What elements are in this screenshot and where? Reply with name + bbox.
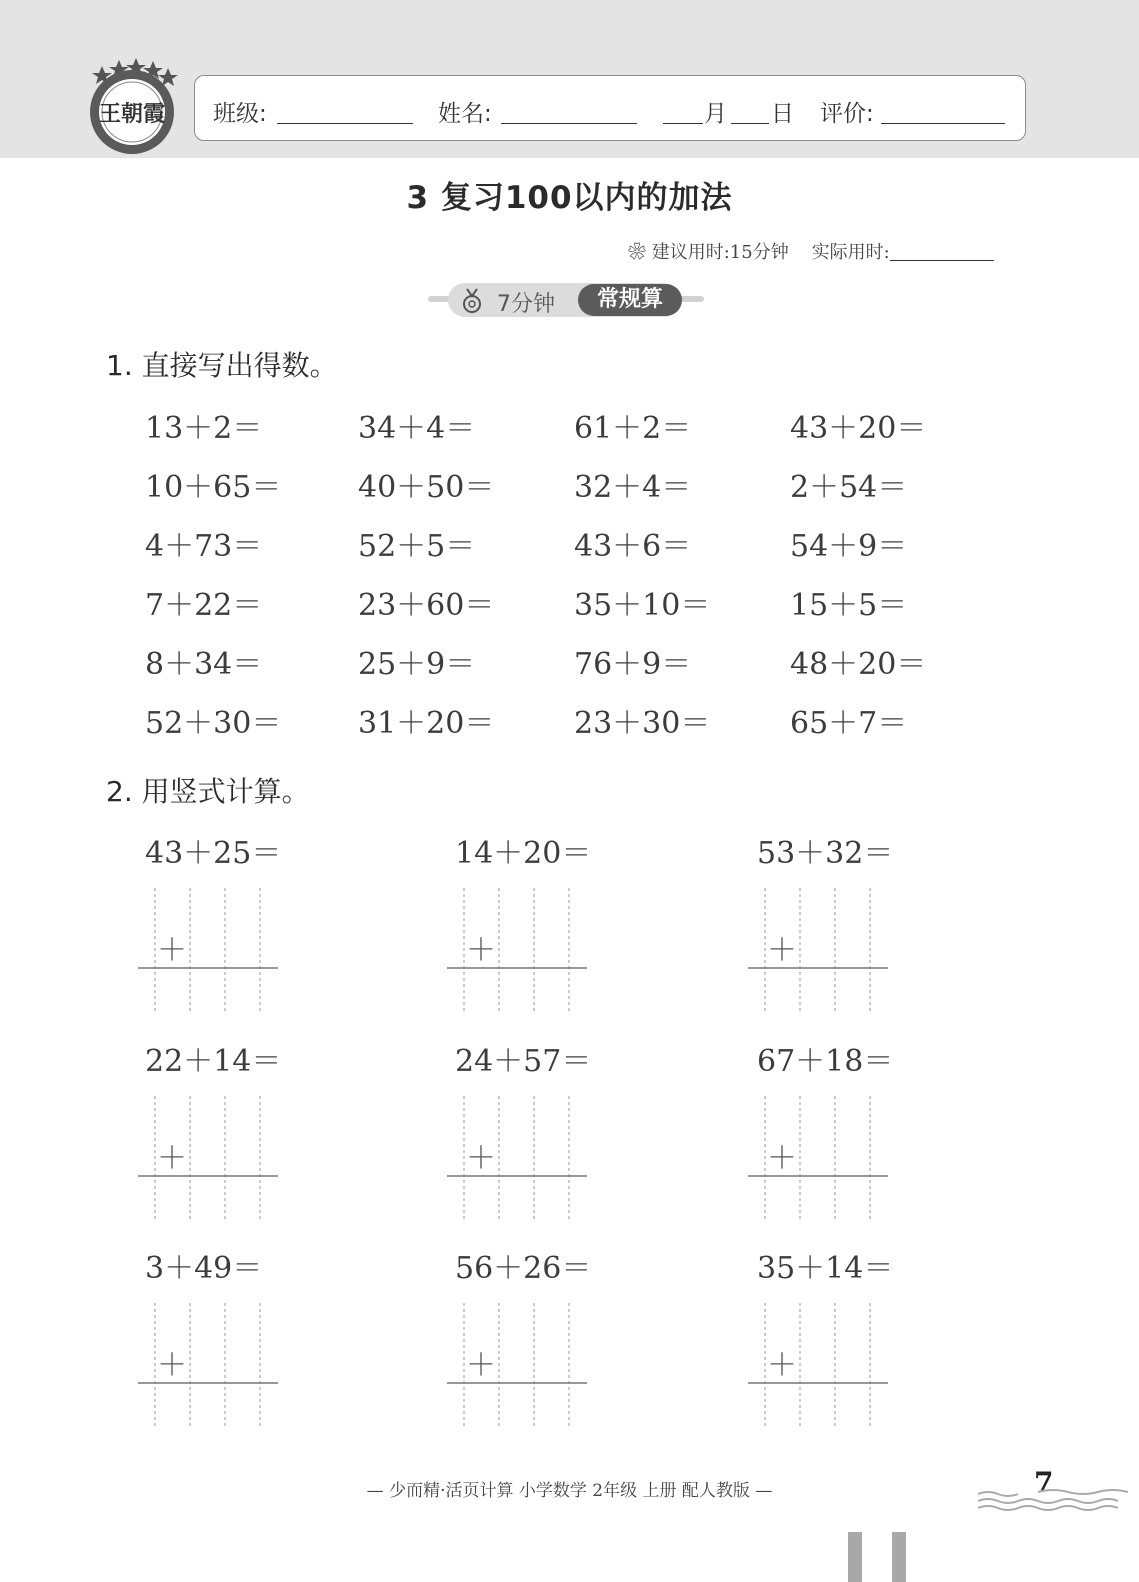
exercise-expression: 54＋9＝: [790, 529, 908, 564]
month-label: 月: [704, 101, 727, 127]
section2-heading: 2. 用竖式计算。: [106, 775, 310, 808]
vertical-calc-grid[interactable]: [447, 1096, 589, 1222]
exercise-expression: 34＋4＝: [358, 411, 476, 446]
exercise-expression: 48＋20＝: [790, 647, 927, 682]
exercise-expression: 52＋30＝: [145, 706, 282, 741]
eval-field[interactable]: [881, 123, 1005, 124]
vertical-calc-grid[interactable]: [447, 888, 589, 1014]
eval-label: 评价:: [820, 101, 874, 127]
badge-time: 7分钟: [497, 292, 555, 317]
binding-mark: [848, 1532, 862, 1582]
logo-seal-icon: [84, 56, 180, 156]
class-label: 班级:: [213, 101, 267, 127]
vertical-exercise-expression: 14＋20＝: [455, 836, 592, 871]
plus-sign: ＋: [466, 1348, 496, 1383]
exercise-expression: 65＋7＝: [790, 706, 908, 741]
exercise-expression: 40＋50＝: [358, 470, 495, 505]
flower-icon: ❀: [628, 242, 646, 263]
vertical-exercise-expression: 43＋25＝: [145, 836, 282, 871]
vertical-exercise-expression: 22＋14＝: [145, 1044, 282, 1079]
vertical-exercise-expression: 53＋32＝: [757, 836, 894, 871]
exercise-expression: 13＋2＝: [145, 411, 263, 446]
vertical-calc-grid[interactable]: [748, 1096, 890, 1222]
exercise-expression: 61＋2＝: [574, 411, 692, 446]
vertical-calc-grid[interactable]: [138, 888, 280, 1014]
actual-time-field[interactable]: [890, 244, 994, 261]
name-field[interactable]: [501, 123, 637, 124]
vertical-exercise-expression: 24＋57＝: [455, 1044, 592, 1079]
vertical-exercise-expression: 35＋14＝: [757, 1251, 894, 1286]
plus-sign: ＋: [466, 1141, 496, 1176]
exercise-expression: 76＋9＝: [574, 647, 692, 682]
plus-sign: ＋: [157, 933, 187, 968]
exercise-expression: 8＋34＝: [145, 647, 263, 682]
suggested-time: 建议用时:15分钟: [651, 242, 789, 263]
vertical-exercise-expression: 3＋49＝: [145, 1251, 263, 1286]
exercise-expression: 2＋54＝: [790, 470, 908, 505]
exercise-expression: 43＋6＝: [574, 529, 692, 564]
exercise-expression: 32＋4＝: [574, 470, 692, 505]
exercise-expression: 31＋20＝: [358, 706, 495, 741]
exercise-expression: 10＋65＝: [145, 470, 282, 505]
name-label: 姓名:: [438, 101, 492, 127]
vertical-calc-grid[interactable]: [138, 1303, 280, 1429]
svg-text:王朝霞: 王朝霞: [98, 101, 166, 127]
vertical-exercise-expression: 67＋18＝: [757, 1044, 894, 1079]
plus-sign: ＋: [767, 1141, 797, 1176]
day-label: 日: [771, 101, 794, 127]
vertical-calc-grid[interactable]: [748, 1303, 890, 1429]
plus-sign: ＋: [157, 1348, 187, 1383]
plus-sign: ＋: [767, 1348, 797, 1383]
actual-time-label: 实际用时:: [811, 242, 890, 263]
plus-sign: ＋: [157, 1141, 187, 1176]
vertical-calc-grid[interactable]: [447, 1303, 589, 1429]
month-field[interactable]: [663, 123, 703, 124]
class-field[interactable]: [277, 123, 413, 124]
vertical-calc-grid[interactable]: [748, 888, 890, 1014]
exercise-expression: 43＋20＝: [790, 411, 927, 446]
page-number: 7: [1034, 1466, 1054, 1499]
exercise-expression: 52＋5＝: [358, 529, 476, 564]
binding-mark: [892, 1532, 906, 1582]
exercise-expression: 4＋73＝: [145, 529, 263, 564]
badge-tag: 常规算: [578, 284, 682, 316]
time-line: [628, 238, 994, 264]
exercise-expression: 23＋30＝: [574, 706, 711, 741]
exercise-expression: 25＋9＝: [358, 647, 476, 682]
page-title: 3 复习100以内的加法: [406, 180, 733, 216]
exercise-expression: 23＋60＝: [358, 588, 495, 623]
plus-sign: ＋: [466, 933, 496, 968]
student-info-box: [194, 75, 1026, 141]
footer-text: — 少而精·活页计算 小学数学 2年级 上册 配人教版 —: [366, 1481, 773, 1501]
vertical-exercise-expression: 56＋26＝: [455, 1251, 592, 1286]
logo: [84, 56, 180, 156]
exercise-expression: 15＋5＝: [790, 588, 908, 623]
exercise-expression: 35＋10＝: [574, 588, 711, 623]
section1-heading: 1. 直接写出得数。: [106, 349, 338, 382]
wave-decoration-icon: [978, 1488, 1128, 1518]
vertical-calc-grid[interactable]: [138, 1096, 280, 1222]
exercise-expression: 7＋22＝: [145, 588, 263, 623]
day-field[interactable]: [731, 123, 769, 124]
medal-icon: [460, 288, 484, 314]
plus-sign: ＋: [767, 933, 797, 968]
